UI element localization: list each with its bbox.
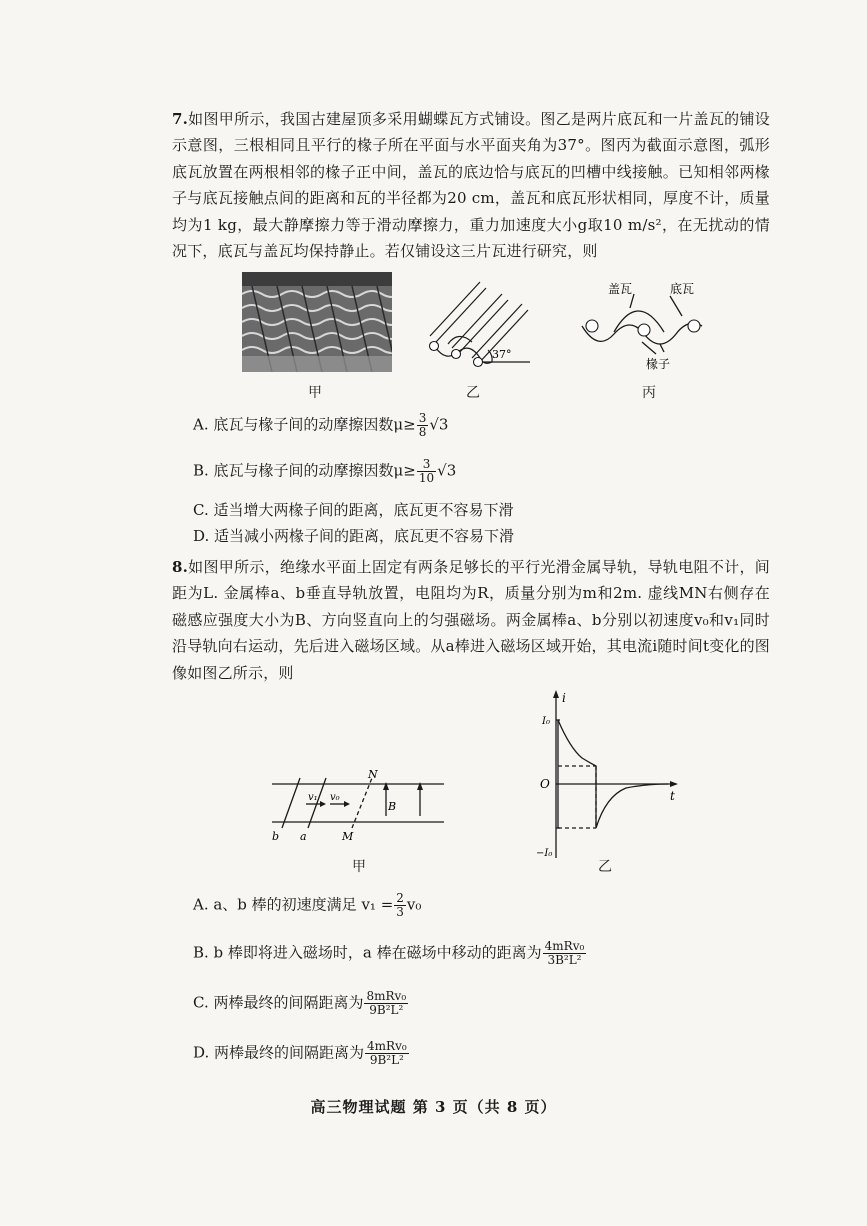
question-7-stem: 如图甲所示，我国古建屋顶多采用蝴蝶瓦方式铺设。图乙是两片底瓦和一片盖瓦的铺设示意图，三根相同且平行的椽子所在平面与水平面夹角为37°。图丙为截面示意图，弧形底瓦放置在两根相邻的椽子正中间，盖瓦的底边恰与底瓦的凹槽中线接触。已知相邻两椽子与底瓦接触点间的距离和瓦的半径都为20 cm，盖瓦和底瓦形状相同，厚度不计，质量均为1 kg，最大静摩擦力等于滑动摩擦力，重力加速度大小g取10 m/s²，在无扰动的情况下，底瓦与盖瓦均保持静止。若仅铺设这三片瓦进行研究，则 [172, 110, 770, 261]
figure-7-bing-caption: 丙 [642, 385, 656, 401]
tile-layout-diagram [422, 278, 532, 373]
fraction: $\frac{\text{4mRv₀}}{\text{3B²L²}}$ [544, 939, 585, 967]
fraction: $\frac{2}{3}$ [396, 891, 404, 919]
fraction: $\frac{\text{4mRv₀}}{\text{9B²L²}}$ [367, 1039, 407, 1067]
figure-7-bing [578, 282, 708, 378]
label-v1: v₁ [308, 792, 318, 803]
question-8-option-a[interactable]: A. a、b 棒的初速度满足 v₁ = $\frac{2}{3}$ v₀ [193, 891, 422, 919]
label-t: t [670, 789, 675, 803]
label-O: O [540, 777, 550, 791]
question-7-option-d[interactable]: D. 适当减小两椽子间的距离，底瓦更不容易下滑 [193, 527, 515, 545]
figure-7-yi-caption: 乙 [466, 385, 480, 401]
label-B: B [388, 800, 397, 813]
question-7-option-b[interactable]: B. 底瓦与椽子间的动摩擦因数μ≥ $\frac{3}{10}$ √3 [193, 457, 457, 485]
label-neg-I0: −I₀ [536, 848, 553, 859]
figure-8-jia [268, 766, 448, 850]
label-I0: I₀ [542, 716, 550, 727]
figure-7-yi [422, 278, 532, 377]
figure-8-jia-caption: 甲 [352, 859, 366, 875]
question-8-number: 8. [172, 558, 189, 576]
roof-photo [242, 272, 392, 372]
question-7-option-c[interactable]: C. 适当增大两椽子间的距离，底瓦更不容易下滑 [193, 501, 514, 519]
current-time-graph [530, 688, 680, 863]
label-i: i [562, 691, 566, 705]
figure-8-yi [530, 688, 680, 867]
cross-section-diagram [578, 282, 708, 374]
label-b: b [272, 830, 280, 843]
label-diwa: 底瓦 [670, 282, 695, 296]
figure-7-jia-caption: 甲 [308, 385, 322, 401]
angle-label: 37° [492, 348, 512, 361]
page-footer: 高三物理试题 第 3 页（共 8 页） [310, 1098, 557, 1116]
question-8-option-d[interactable]: D. 两棒最终的间隔距离为 $\frac{\text{4mRv₀}}{\text{9B²L²}}$ [193, 1039, 407, 1067]
fraction: $\frac{\text{8mRv₀}}{\text{9B²L²}}$ [366, 989, 407, 1017]
label-a: a [300, 830, 307, 843]
question-8 [172, 554, 770, 686]
question-7-option-a[interactable]: A. 底瓦与椽子间的动摩擦因数μ≥ $\frac{3}{8}$ √3 [193, 411, 449, 439]
label-M: M [342, 830, 354, 843]
fraction: $\frac{3}{8}$ [418, 411, 427, 439]
rails-diagram [268, 766, 448, 846]
figure-7-jia [242, 272, 392, 376]
question-8-option-b[interactable]: B. b 棒即将进入磁场时，a 棒在磁场中移动的距离为 $\frac{\text{4mRv₀}}{\text{3B²L²}}$ [193, 939, 585, 967]
figure-8-yi-caption: 乙 [598, 859, 612, 875]
label-gaiwa: 盖瓦 [608, 282, 633, 296]
label-chuanzi: 椽子 [646, 357, 671, 371]
label-N: N [368, 768, 378, 781]
fraction: $\frac{3}{10}$ [418, 457, 435, 485]
question-7-number: 7. [172, 110, 189, 128]
question-8-stem: 如图甲所示，绝缘水平面上固定有两条足够长的平行光滑金属导轨，导轨电阻不计，间距为L. 金属棒a、b垂直导轨放置，电阻均为R，质量分别为m和2m. 虚线MN右侧存在磁感应强度大小为B、方向竖直向上的匀强磁场。两金属棒a、b分别以初速度v₀和v₁同时沿导轨向右运动，先后进入磁场区域。从a棒进入磁场区域开始，其电流i随时间t变化的图像如图乙所示，则 [172, 558, 770, 682]
question-7 [172, 106, 770, 264]
label-v0: v₀ [330, 792, 340, 803]
question-8-option-c[interactable]: C. 两棒最终的间隔距离为 $\frac{\text{8mRv₀}}{\text{9B²L²}}$ [193, 989, 407, 1017]
